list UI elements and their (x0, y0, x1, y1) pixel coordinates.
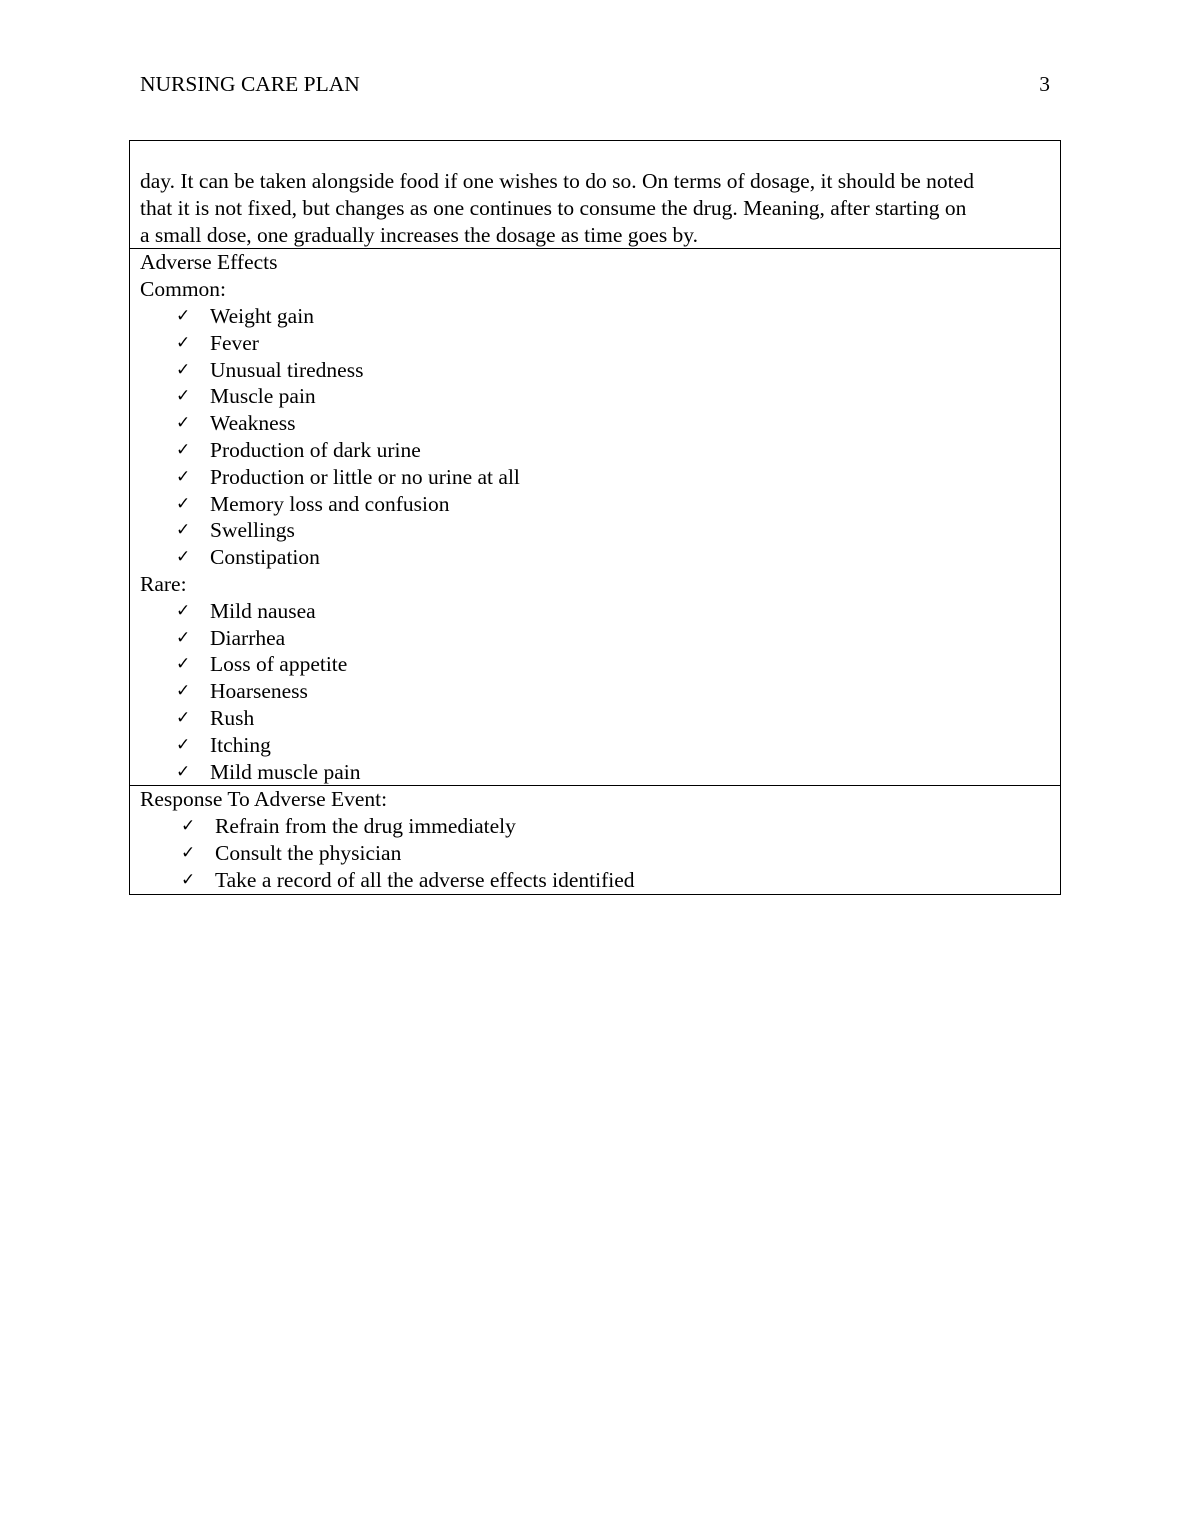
page-number: 3 (1039, 72, 1050, 96)
list-item (140, 544, 1050, 571)
checkmark-icon: ✓ (176, 493, 191, 514)
list-item (140, 598, 1050, 625)
list-item (140, 491, 1050, 518)
list-item-label: Unusual tiredness (210, 357, 364, 382)
list-item-label: Diarrhea (210, 625, 286, 650)
care-plan-table (129, 140, 1061, 895)
list-item (140, 732, 1050, 759)
list-item (140, 840, 1050, 867)
list-item-label: Weakness (210, 411, 296, 436)
response-list (140, 813, 1050, 893)
list-item (140, 383, 1050, 410)
list-item (140, 651, 1050, 678)
list-item-label: Production or little or no urine at all (210, 464, 520, 489)
list-item-label: Hoarseness (210, 679, 308, 704)
list-item-label: Production of dark urine (210, 437, 421, 462)
continuation-line-3: a small dose, one gradually increases the dosage as time goes by. (140, 222, 699, 247)
list-item-label: Weight gain (210, 303, 314, 328)
list-item-label: Mild muscle pain (210, 759, 361, 784)
list-item (140, 410, 1050, 437)
list-item (140, 464, 1050, 491)
list-item (140, 517, 1050, 544)
checkmark-icon: ✓ (176, 359, 191, 380)
list-item-label: Take a record of all the adverse effects identified (215, 867, 635, 892)
continuation-line-2: that it is not fixed, but changes as one continues to consume the drug. Meaning, after starting on (140, 195, 967, 220)
list-item (140, 357, 1050, 384)
checkmark-icon: ✓ (176, 305, 191, 326)
rare-effects-list (140, 598, 1050, 786)
checkmark-icon: ✓ (176, 600, 191, 621)
checkmark-icon: ✓ (176, 707, 191, 728)
checkmark-icon: ✓ (176, 332, 191, 353)
list-item-label: Consult the physician (215, 840, 402, 865)
list-item (140, 625, 1050, 652)
common-effects-list (140, 303, 1050, 571)
checkmark-icon: ✓ (181, 816, 196, 837)
list-item-label: Constipation (210, 545, 320, 570)
checkmark-icon: ✓ (176, 413, 191, 434)
checkmark-icon: ✓ (176, 654, 191, 675)
checkmark-icon: ✓ (176, 681, 191, 702)
continuation-line-1: day. It can be taken alongside food if one wishes to do so. On terms of dosage, it should be noted (140, 169, 974, 193)
list-item (140, 437, 1050, 464)
list-item (140, 303, 1050, 330)
adverse-effects-cell (130, 248, 1060, 785)
list-item-label: Itching (210, 732, 271, 757)
checkmark-icon: ✓ (176, 547, 191, 568)
checkmark-icon: ✓ (176, 386, 191, 407)
adverse-effects-heading: Adverse Effects (140, 250, 278, 275)
list-item-label: Refrain from the drug immediately (215, 814, 516, 839)
list-item-label: Memory loss and confusion (210, 491, 450, 516)
checkmark-icon: ✓ (176, 466, 191, 487)
list-item-label: Mild nausea (210, 598, 316, 623)
list-item (140, 330, 1050, 357)
list-item-label: Swellings (210, 518, 295, 543)
common-label: Common: (140, 277, 227, 302)
list-item-label: Rush (210, 705, 255, 730)
list-item (140, 705, 1050, 732)
response-heading: Response To Adverse Event: (140, 787, 388, 812)
checkmark-icon: ✓ (176, 734, 191, 755)
list-item-label: Fever (210, 330, 259, 355)
checkmark-icon: ✓ (176, 439, 191, 460)
checkmark-icon: ✓ (176, 627, 191, 648)
list-item (140, 759, 1050, 786)
checkmark-icon: ✓ (181, 869, 196, 890)
rare-label: Rare: (140, 571, 187, 596)
response-cell (130, 785, 1060, 893)
running-head-title: NURSING CARE PLAN (140, 72, 360, 96)
checkmark-icon: ✓ (181, 842, 196, 863)
continuation-cell (130, 141, 1060, 248)
list-item-label: Muscle pain (210, 384, 316, 409)
checkmark-icon: ✓ (176, 761, 191, 782)
list-item (140, 867, 1050, 894)
list-item (140, 678, 1050, 705)
checkmark-icon: ✓ (176, 520, 191, 541)
list-item-label: Loss of appetite (210, 652, 348, 677)
list-item (140, 813, 1050, 840)
page-header (140, 70, 1050, 100)
